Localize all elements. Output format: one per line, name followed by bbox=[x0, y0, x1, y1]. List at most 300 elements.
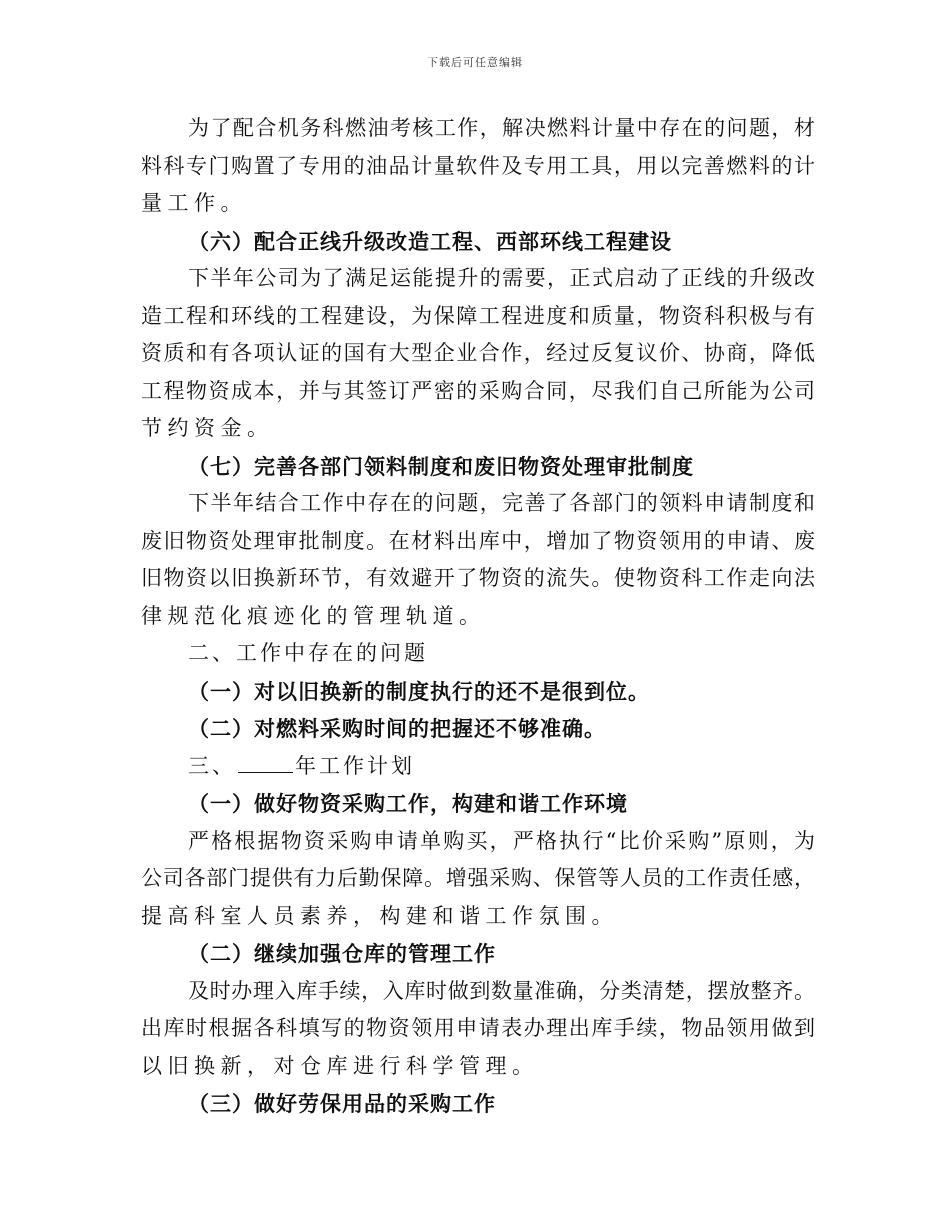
text-char: 并 bbox=[298, 378, 320, 403]
text-char: 请 bbox=[726, 491, 748, 515]
text-char: 购 bbox=[511, 866, 533, 890]
text-char: 行 bbox=[582, 828, 604, 853]
text-char: 则 bbox=[747, 828, 769, 853]
text-char: 核 bbox=[412, 116, 434, 140]
paragraph-line bbox=[141, 560, 815, 598]
text-char: 用 bbox=[546, 153, 568, 178]
chapter-heading-2: 二、工作中存在的问题 bbox=[188, 641, 428, 665]
text-char: 领 bbox=[659, 491, 681, 515]
text-char: 执 bbox=[559, 828, 581, 853]
text-char: 理 bbox=[253, 528, 275, 553]
text-char: 线 bbox=[704, 266, 726, 290]
text-char: 级 bbox=[771, 266, 793, 290]
text-char: 能 bbox=[726, 378, 748, 403]
text-char: 度 bbox=[343, 528, 365, 553]
text-char: 后 bbox=[336, 866, 358, 890]
text-char: 门 bbox=[228, 866, 250, 890]
text-span bbox=[141, 1010, 815, 1048]
paragraph-line bbox=[141, 1010, 815, 1048]
text-char: 公 bbox=[255, 266, 277, 290]
text-char: 出 bbox=[141, 1016, 162, 1040]
text-char: 度 bbox=[546, 303, 568, 328]
text-char: 议 bbox=[636, 341, 658, 365]
text-char: 与 bbox=[321, 378, 343, 403]
text-char: 积 bbox=[726, 303, 748, 328]
plan-item-1: （一）做好物资采购工作，构建和谐工作环境 bbox=[188, 791, 628, 816]
text-char: 为 bbox=[188, 116, 209, 140]
text-char: 专 bbox=[186, 153, 208, 178]
text-char: ， bbox=[479, 491, 501, 515]
text-char: 计 bbox=[411, 153, 433, 178]
text-char: 申 bbox=[726, 528, 748, 553]
text-char: 责 bbox=[728, 866, 750, 890]
text-char: 采 bbox=[489, 866, 511, 890]
text-char: ， bbox=[568, 378, 590, 403]
text-char: 和 bbox=[568, 303, 590, 328]
text-char: 门 bbox=[614, 491, 636, 515]
text-char: 的 bbox=[726, 266, 748, 290]
text-char: 。 bbox=[793, 978, 815, 1003]
text-char: 楚 bbox=[664, 978, 686, 1003]
problem-item-2: （二）对燃料采购时间的把握还不够准确。 bbox=[188, 716, 606, 741]
text-char: 科 bbox=[681, 566, 703, 590]
text-char: 油 bbox=[367, 116, 389, 140]
text-char: 己 bbox=[681, 378, 703, 403]
text-char: 用 bbox=[433, 1016, 455, 1040]
section-heading-7: （七）完善各部门领料制度和废旧物资处理审批制度 bbox=[188, 453, 694, 479]
text-char: ， bbox=[613, 153, 635, 178]
document-body bbox=[141, 110, 815, 1123]
text-span: 提高科室人员素养，构建和谐工作氛围。 bbox=[141, 903, 618, 928]
text-char: 材 bbox=[793, 116, 815, 140]
text-char: 库 bbox=[478, 528, 500, 553]
text-char: 法 bbox=[793, 566, 815, 590]
paragraph-line bbox=[141, 410, 815, 448]
text-char: 司 bbox=[793, 378, 815, 403]
text-char: ， bbox=[276, 378, 298, 403]
text-char: 旧 bbox=[231, 566, 253, 590]
text-char: 物 bbox=[658, 303, 680, 328]
text-char: 商 bbox=[726, 341, 748, 365]
text-char: 中 bbox=[636, 116, 658, 140]
text-char: 程 bbox=[163, 378, 185, 403]
text-char: 办 bbox=[523, 1016, 545, 1040]
text-char: 工 bbox=[163, 303, 185, 328]
text-char: 料 bbox=[141, 153, 162, 178]
text-char: 各 bbox=[184, 866, 206, 890]
text-char: 作 bbox=[457, 116, 479, 140]
text-char: 增 bbox=[445, 866, 467, 890]
text-char: 计 bbox=[591, 116, 613, 140]
text-char: 品 bbox=[388, 153, 410, 178]
text-char: 工 bbox=[568, 153, 590, 178]
text-char: 中 bbox=[345, 491, 367, 515]
text-char: 程 bbox=[186, 303, 208, 328]
text-char: 各 bbox=[569, 491, 591, 515]
text-char: 领 bbox=[658, 528, 680, 553]
text-char: 环 bbox=[231, 303, 253, 328]
text-char: 的 bbox=[703, 528, 725, 553]
text-char: 格 bbox=[211, 828, 233, 853]
text-char: ， bbox=[523, 341, 545, 365]
text-char: 的 bbox=[636, 491, 658, 515]
text-char: 放 bbox=[729, 978, 751, 1003]
text-char: ， bbox=[636, 303, 658, 328]
text-char: 资 bbox=[388, 1016, 410, 1040]
paragraph-line bbox=[141, 485, 815, 523]
text-char: 出 bbox=[568, 1016, 590, 1040]
text-char: 量 bbox=[512, 978, 534, 1003]
text-char: 为 bbox=[793, 828, 815, 853]
text-char: 申 bbox=[373, 828, 395, 853]
text-char: 材 bbox=[411, 528, 433, 553]
text-char: 审 bbox=[276, 528, 298, 553]
text-char: 资 bbox=[141, 341, 162, 365]
text-char: 摆 bbox=[707, 978, 729, 1003]
text-char: 其 bbox=[343, 378, 365, 403]
text-char: 用 bbox=[748, 1016, 770, 1040]
text-char: 采 bbox=[478, 378, 500, 403]
text-char: 手 bbox=[317, 978, 339, 1003]
text-char: 资 bbox=[186, 566, 208, 590]
text-char: 燃 bbox=[726, 153, 748, 178]
text-char: 极 bbox=[748, 303, 770, 328]
text-char: 项 bbox=[253, 341, 275, 365]
text-char: 尽 bbox=[591, 378, 613, 403]
text-char: 的 bbox=[523, 566, 545, 590]
text-char: 决 bbox=[524, 116, 546, 140]
text-char: 下 bbox=[188, 266, 209, 290]
text-char: 工 bbox=[703, 566, 725, 590]
text-char: 保 bbox=[433, 303, 455, 328]
text-char: 原 bbox=[724, 828, 746, 853]
text-char: 年 bbox=[232, 266, 254, 290]
text-char: 资 bbox=[658, 566, 680, 590]
text-char: 物 bbox=[186, 528, 208, 553]
plan-item-2: （二）继续加强仓库的管理工作 bbox=[188, 941, 496, 966]
text-char: 务 bbox=[300, 116, 322, 140]
text-char: 了 bbox=[210, 116, 232, 140]
text-char: 质 bbox=[591, 303, 613, 328]
text-char: 科 bbox=[703, 303, 725, 328]
text-char: 做 bbox=[447, 978, 469, 1003]
text-char: 工 bbox=[298, 303, 320, 328]
text-char: 部 bbox=[206, 866, 228, 890]
text-char: 、 bbox=[771, 528, 793, 553]
text-char: 质 bbox=[163, 341, 185, 365]
text-char: 量 bbox=[613, 303, 635, 328]
text-char: ， bbox=[793, 866, 815, 890]
text-char: 加 bbox=[568, 528, 590, 553]
text-char: 增 bbox=[546, 528, 568, 553]
text-char: 要 bbox=[524, 266, 546, 290]
text-char: 。 bbox=[366, 528, 388, 553]
text-char: 物 bbox=[681, 1016, 703, 1040]
text-char: 降 bbox=[771, 341, 793, 365]
text-char: 价 bbox=[658, 341, 680, 365]
text-char: 升 bbox=[457, 266, 479, 290]
text-char: 存 bbox=[659, 116, 681, 140]
text-char: 时 bbox=[186, 1016, 208, 1040]
text-char: 部 bbox=[591, 491, 613, 515]
text-char: 处 bbox=[231, 528, 253, 553]
text-char: 向 bbox=[771, 566, 793, 590]
text-char: 的 bbox=[479, 266, 501, 290]
text-char: 时 bbox=[426, 978, 448, 1003]
paragraph-line bbox=[141, 523, 815, 561]
text-char: 品 bbox=[703, 1016, 725, 1040]
text-char: 了 bbox=[591, 528, 613, 553]
text-char: 为 bbox=[300, 266, 322, 290]
text-char: 工 bbox=[141, 378, 162, 403]
paragraph-line bbox=[141, 898, 815, 936]
text-char: 题 bbox=[748, 116, 770, 140]
text-char: 有 bbox=[366, 341, 388, 365]
text-char: 密 bbox=[433, 378, 455, 403]
text-char: 物 bbox=[478, 566, 500, 590]
text-char: 购 bbox=[688, 828, 710, 853]
text-char: 障 bbox=[402, 866, 424, 890]
text-char: 问 bbox=[434, 491, 456, 515]
text-char: 运 bbox=[389, 266, 411, 290]
text-char: 整 bbox=[750, 978, 772, 1003]
text-char: 料 bbox=[748, 153, 770, 178]
text-char: 用 bbox=[636, 153, 658, 178]
text-char: 申 bbox=[704, 491, 726, 515]
text-char: 量 bbox=[614, 116, 636, 140]
text-char: 过 bbox=[568, 341, 590, 365]
text-char: 工 bbox=[434, 116, 456, 140]
text-span bbox=[188, 485, 815, 523]
text-char: 旧 bbox=[141, 566, 162, 590]
text-char: 手 bbox=[613, 1016, 635, 1040]
paragraph-line bbox=[141, 185, 815, 223]
text-char: 满 bbox=[345, 266, 367, 290]
text-char: 流 bbox=[546, 566, 568, 590]
text-char: 购 bbox=[501, 378, 523, 403]
text-char: ， bbox=[577, 978, 599, 1003]
text-char: 年 bbox=[232, 491, 254, 515]
text-char: 作 bbox=[501, 341, 523, 365]
text-char: 的 bbox=[321, 341, 343, 365]
text-char: 申 bbox=[456, 1016, 478, 1040]
heading-suffix: 年工作计划 bbox=[295, 753, 415, 778]
text-char: 和 bbox=[186, 341, 208, 365]
text-char: 大 bbox=[388, 341, 410, 365]
text-char: 考 bbox=[389, 116, 411, 140]
text-char: 走 bbox=[748, 566, 770, 590]
text-char: 资 bbox=[681, 303, 703, 328]
text-char: 企 bbox=[433, 341, 455, 365]
text-span bbox=[141, 298, 815, 336]
text-span bbox=[188, 260, 815, 298]
text-span: 节约资金。 bbox=[141, 416, 274, 440]
text-char: 所 bbox=[703, 378, 725, 403]
text-char: 据 bbox=[231, 1016, 253, 1040]
text-char: 类 bbox=[620, 978, 642, 1003]
text-char: 请 bbox=[478, 1016, 500, 1040]
heading-prefix: 三、 bbox=[188, 753, 236, 778]
text-char: ， bbox=[685, 978, 707, 1003]
text-char: 勤 bbox=[358, 866, 380, 890]
text-span bbox=[188, 110, 815, 148]
text-char: ， bbox=[547, 266, 568, 290]
text-span bbox=[188, 823, 815, 861]
text-char: ， bbox=[343, 566, 365, 590]
text-char: 科 bbox=[163, 153, 185, 178]
text-char: 办 bbox=[231, 978, 253, 1003]
text-char: 善 bbox=[524, 491, 546, 515]
text-char: 强 bbox=[467, 866, 489, 890]
text-char: 了 bbox=[659, 266, 681, 290]
text-char: 配 bbox=[232, 116, 254, 140]
text-char: 订 bbox=[388, 378, 410, 403]
text-char: 单 bbox=[420, 828, 442, 853]
paragraph-line bbox=[141, 598, 815, 636]
text-char: 到 bbox=[793, 1016, 815, 1040]
text-char: 、 bbox=[532, 866, 554, 890]
text-char: 具 bbox=[591, 153, 613, 178]
text-span bbox=[188, 973, 815, 1011]
text-char: 以 bbox=[208, 566, 230, 590]
text-char: 障 bbox=[456, 303, 478, 328]
text-char: 的 bbox=[343, 153, 365, 178]
text-char: 新 bbox=[276, 566, 298, 590]
text-char: 根 bbox=[234, 828, 256, 853]
text-char: 员 bbox=[641, 866, 663, 890]
text-char: 了 bbox=[456, 566, 478, 590]
text-char: 、 bbox=[681, 341, 703, 365]
text-char: 本 bbox=[253, 378, 275, 403]
text-char: 正 bbox=[681, 266, 703, 290]
text-char: 失 bbox=[568, 566, 590, 590]
text-char: 专 bbox=[298, 153, 320, 178]
year-blank bbox=[238, 750, 293, 773]
text-char: 料 bbox=[433, 528, 455, 553]
text-char: 废 bbox=[793, 528, 815, 553]
text-char: 完 bbox=[502, 491, 524, 515]
text-char: 和 bbox=[208, 303, 230, 328]
text-char: 度 bbox=[771, 491, 793, 515]
text-char: ， bbox=[658, 1016, 680, 1040]
text-char: 设 bbox=[366, 303, 388, 328]
chapter-heading-3 bbox=[141, 748, 815, 786]
text-char: 和 bbox=[793, 491, 815, 515]
text-char: 购 bbox=[350, 828, 372, 853]
text-char: 善 bbox=[703, 153, 725, 178]
text-char: 物 bbox=[163, 566, 185, 590]
text-char: 等 bbox=[598, 866, 620, 890]
text-char: 请 bbox=[748, 528, 770, 553]
text-char: 旧 bbox=[163, 528, 185, 553]
text-char: 理 bbox=[252, 978, 274, 1003]
text-char: 避 bbox=[411, 566, 433, 590]
text-char: 签 bbox=[366, 378, 388, 403]
text-char: 司 bbox=[162, 866, 184, 890]
text-char: 物 bbox=[613, 528, 635, 553]
text-char: 严 bbox=[411, 378, 433, 403]
paragraph-line bbox=[141, 1048, 815, 1086]
text-char: 程 bbox=[501, 303, 523, 328]
text-char: 了 bbox=[322, 266, 344, 290]
text-span bbox=[141, 523, 815, 561]
text-char: 的 bbox=[704, 116, 726, 140]
paragraph-line bbox=[141, 860, 815, 898]
text-char: 物 bbox=[366, 1016, 388, 1040]
text-char: 合 bbox=[277, 491, 299, 515]
text-char: 机 bbox=[277, 116, 299, 140]
text-char: 各 bbox=[253, 1016, 275, 1040]
text-char: 了 bbox=[276, 153, 298, 178]
text-char: 库 bbox=[296, 978, 318, 1003]
text-char: 经 bbox=[546, 341, 568, 365]
text-char: 效 bbox=[388, 566, 410, 590]
text-char: 。 bbox=[591, 566, 613, 590]
text-char: 节 bbox=[321, 566, 343, 590]
text-char: 证 bbox=[298, 341, 320, 365]
text-char: 资 bbox=[208, 378, 230, 403]
text-char: 作 bbox=[322, 491, 344, 515]
text-char: 量 bbox=[433, 153, 455, 178]
paragraph-line bbox=[141, 335, 815, 373]
text-char: “ bbox=[605, 828, 617, 853]
paragraph-line bbox=[141, 823, 815, 861]
text-char: 买 bbox=[466, 828, 488, 853]
text-span bbox=[141, 860, 815, 898]
text-char: 升 bbox=[748, 266, 770, 290]
text-char: 力 bbox=[315, 866, 337, 890]
text-char: ， bbox=[523, 528, 545, 553]
text-char: 开 bbox=[433, 566, 455, 590]
text-char: 数 bbox=[490, 978, 512, 1003]
text-char: 。 bbox=[423, 866, 445, 890]
text-char: 比 bbox=[618, 828, 640, 853]
text-char: 使 bbox=[613, 566, 635, 590]
text-char: 入 bbox=[274, 978, 296, 1003]
text-char: 物 bbox=[186, 378, 208, 403]
text-char: 改 bbox=[793, 266, 815, 290]
text-char: 认 bbox=[276, 341, 298, 365]
text-char: 确 bbox=[555, 978, 577, 1003]
text-char: 合 bbox=[478, 341, 500, 365]
text-char: 废 bbox=[141, 528, 162, 553]
paragraph-line bbox=[141, 148, 815, 186]
text-char: 式 bbox=[591, 266, 613, 290]
text-char: 为 bbox=[748, 378, 770, 403]
text-char: 司 bbox=[277, 266, 299, 290]
text-char: 写 bbox=[321, 1016, 343, 1040]
text-char: 正 bbox=[569, 266, 591, 290]
text-char: 做 bbox=[771, 1016, 793, 1040]
text-char: 料 bbox=[681, 491, 703, 515]
text-char: 价 bbox=[641, 828, 663, 853]
text-char: 批 bbox=[298, 528, 320, 553]
text-char: 制 bbox=[321, 528, 343, 553]
text-char: 根 bbox=[208, 1016, 230, 1040]
text-char: 计 bbox=[793, 153, 815, 178]
text-char: ， bbox=[771, 116, 793, 140]
text-char: 提 bbox=[434, 266, 456, 290]
text-char: 供 bbox=[271, 866, 293, 890]
text-char: 在 bbox=[388, 528, 410, 553]
text-char: 环 bbox=[298, 566, 320, 590]
text-char: 工 bbox=[685, 866, 707, 890]
text-span bbox=[141, 335, 815, 373]
text-char: 协 bbox=[703, 341, 725, 365]
text-char: 制 bbox=[748, 491, 770, 515]
text-char: 成 bbox=[231, 378, 253, 403]
text-char: 购 bbox=[231, 153, 253, 178]
